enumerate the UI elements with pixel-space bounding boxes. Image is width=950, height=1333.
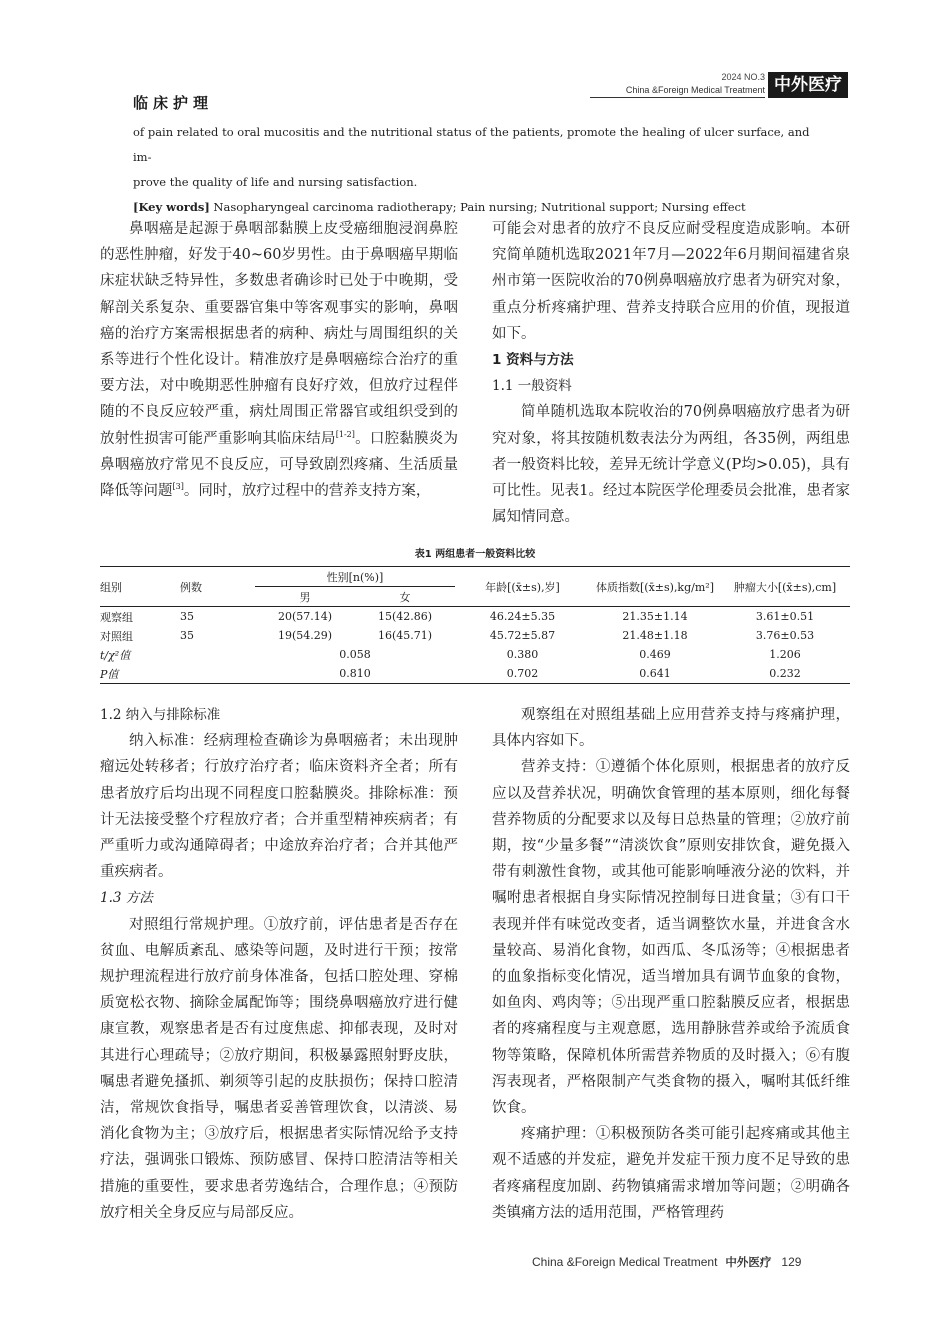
cell-tumor: 3.61±0.51: [755, 610, 815, 623]
cell-sex-stat: 0.058: [339, 648, 371, 661]
table-row: [100, 626, 850, 645]
nutrition-paragraph: 营养支持：①遵循个体化原则，根据患者的放疗反应以及营养状况，明确饮食管理的基本原则，细化每餐营养物质的分配要求以及每日总热量的管理；②放疗前期，按“少量多餐”“清淡饮食”原则安排饮食，避免摄入带有刺激性食物，或其他可能影响唾液分泌的饮料，并嘱咐患者根据自身实际情况控制每日进食量；③有口干表现并伴有味觉改变者，适当调整饮水量，并进食含水量较高、易消化食物，如西瓜、冬瓜汤等；④根据患者的血象指标变化情况，适当增加具有调节血象的食物，如鱼肉、鸡肉等；⑤出现严重口腔黏膜反应者，根据患者的疼痛程度与主观意愿，选用静脉营养或给予流质食物等策略，保障机体所需营养物质的及时摄入；⑥有腹泻表现者，严格限制产气类食物的摄入，嘱咐其低纤维饮食。: [492, 759, 850, 1117]
left-column-bottom: [100, 702, 458, 1226]
th-male: 男: [255, 587, 355, 607]
heading-methods: 1.3 方法: [100, 890, 153, 907]
heading-materials-methods: 1 资料与方法: [492, 352, 574, 369]
cell-group: 观察组: [100, 610, 133, 624]
abstract-line-2: prove the quality of life and nursing satisfaction.: [133, 175, 418, 189]
table-row: [100, 664, 850, 684]
cell-group: 对照组: [100, 629, 133, 643]
cell-sex-stat: 0.810: [255, 664, 455, 684]
study-intro-paragraph: 可能会对患者的放疗不良反应耐受程度造成影响。本研究简单随机选取2021年7月—2022年6月期间福建省泉州市第一医院收治的70例鼻咽癌放疗患者为研究对象，重点分析疼痛护理、营养支持联合应用的价值，现报道如下。: [492, 221, 850, 342]
right-column-top: [492, 216, 850, 530]
page-footer: [532, 1254, 801, 1270]
journal-logo: 中外医疗: [768, 72, 848, 98]
journal-name-en: China &Foreign Medical Treatment: [625, 85, 765, 95]
pain-nursing-paragraph: 疼痛护理：①积极预防各类可能引起疼痛或其他主观不适感的并发症，避免并发症干预力度不足导致的患者疼痛程度加剧、药物镇痛需求增加等问题；②明确各类镇痛方法的适用范围，严格管理药: [492, 1126, 850, 1221]
cell-age: 0.380: [506, 648, 539, 661]
th-group: 组别: [100, 567, 180, 607]
keywords-text: Nasopharyngeal carcinoma radiotherapy; Pain nursing; Nutritional support; Nursing effect: [209, 200, 746, 214]
cell-age: 45.72±5.87: [489, 629, 556, 642]
cell-n: 35: [180, 610, 194, 623]
heading-criteria: 1.2 纳入与排除标准: [100, 707, 221, 723]
left-column-top: [100, 216, 458, 504]
cell-bmi: 0.641: [590, 664, 720, 684]
footer-journal-en: China &Foreign Medical Treatment: [532, 1255, 718, 1269]
table-row: [100, 607, 850, 627]
cell-n: 35: [180, 629, 194, 642]
general-data-paragraph: 简单随机选取本院收治的70例鼻咽癌放疗患者为研究对象，将其按随机数表法分为两组，各35例，两组患者一般资料比较，差异无统计学意义(P均>0.05)，具有可比性。见表1。经过本院医学伦理委员会批准，患者家属知情同意。: [492, 404, 850, 526]
baseline-table: [100, 566, 850, 684]
cell-male: 19(54.29): [277, 629, 333, 642]
page-number: 129: [781, 1255, 802, 1269]
observation-intro-paragraph: 观察组在对照组基础上应用营养支持与疼痛护理，具体内容如下。: [492, 707, 850, 750]
intro-text-a: 鼻咽癌是起源于鼻咽部黏膜上皮受癌细胞浸润鼻腔的恶性肿瘤，好发于40~60岁男性。由于鼻咽癌早期临床症状缺乏特异性，多数患者确诊时已处于中晚期，受解剖关系复杂、重要器官集中等客观事实的影响，鼻咽癌的治疗方案需根据患者的病种、病灶与周围组织的关系等进行个性化设计。精准放疗是鼻咽癌综合治疗的重要方法，对中晚期恶性肿瘤有良好疗效，但放疗过程伴随的不良反应较严重，病灶周围正常器官或组织受到的放射性损害可能严重影响其临床结局: [100, 221, 458, 447]
cell-bmi: 0.469: [639, 648, 671, 661]
cell-bmi: 21.48±1.18: [622, 629, 688, 642]
abstract-text: [133, 120, 815, 220]
intro-text-c: 。同时，放疗过程中的营养支持方案，: [183, 483, 431, 500]
cell-age: 0.702: [455, 664, 590, 684]
keywords-label: [Key words]: [133, 200, 210, 214]
intro-text-b: 。口腔黏膜炎为鼻咽癌放疗常见不良反应，可导致剧烈疼痛、生活质量降低等问题: [100, 430, 459, 500]
right-column-bottom: [492, 702, 850, 1226]
th-n: 例数: [180, 567, 255, 607]
citation-2: [3]: [172, 482, 184, 492]
table-row: [100, 645, 850, 664]
year-issue: 2024 NO.3: [721, 72, 765, 82]
th-sex: 性别[n(%)]: [255, 567, 455, 587]
section-title: 临床护理: [133, 94, 214, 112]
abstract-line-1: of pain related to oral mucositis and the nutritional status of the patients, promote the healing of ulcer surface, and im-: [133, 125, 810, 164]
citation-1: [1-2]: [335, 429, 355, 439]
cell-female: 16(45.71): [377, 629, 433, 642]
intro-paragraph: [100, 216, 458, 504]
cell-male: 20(57.14): [277, 610, 333, 623]
methods-paragraph: 对照组行常规护理。①放疗前，评估患者是否存在贫血、电解质紊乱、感染等问题，及时进行干预；按常规护理流程进行放疗前身体准备，包括口腔处理、穿棉质宽松衣物、摘除金属配饰等；围绕鼻咽癌放疗进行健康宣教，观察患者是否有过度焦虑、抑郁表现，及时对其进行心理疏导；②放疗期间，积极暴露照射野皮肤，嘱患者避免搔抓、剃须等引起的皮肤损伤；保持口腔清洁，常规饮食指导，嘱患者妥善管理饮食，以清淡、易消化食物为主；③放疗后，根据患者实际情况给予支持疗法，强调张口锻炼、预防感冒、保持口腔清洁等相关措施的重要性，要求患者劳逸结合，合理作息；④预防放疗相关全身反应与局部反应。: [100, 916, 458, 1221]
heading-general-data: 1.1 一般资料: [492, 378, 572, 395]
header-rule: [590, 97, 765, 98]
cell-tumor: 1.206: [769, 648, 801, 661]
cell-bmi: 21.35±1.14: [622, 610, 688, 623]
cell-age: 46.24±5.35: [489, 610, 556, 623]
footer-journal-cn: 中外医疗: [725, 1255, 772, 1269]
cell-tumor: 3.76±0.53: [755, 629, 815, 642]
criteria-paragraph: 纳入标准：经病理检查确诊为鼻咽癌者；未出现肿瘤远处转移者；行放疗治疗者；临床资料齐全者；所有患者放疗后均出现不同程度口腔黏膜炎。排除标准：预计无法接受整个疗程放疗者；合并重型精神疾病者；有严重听力或沟通障碍者；中途放弃治疗者；合并其他严重疾病者。: [100, 733, 458, 881]
cell-stat-label: P值: [100, 664, 180, 684]
th-bmi: 体质指数[(x̄±s),kg/m²]: [590, 567, 720, 607]
cell-stat-label: t/χ²值: [100, 648, 131, 662]
th-tumor: 肿瘤大小[(x̄±s),cm]: [720, 567, 850, 607]
th-age: 年龄[(x̄±s),岁]: [455, 567, 590, 607]
table-caption: 表1 两组患者一般资料比较: [414, 549, 536, 560]
cell-female: 15(42.86): [377, 610, 433, 623]
th-female: 女: [355, 587, 455, 607]
cell-tumor: 0.232: [720, 664, 850, 684]
